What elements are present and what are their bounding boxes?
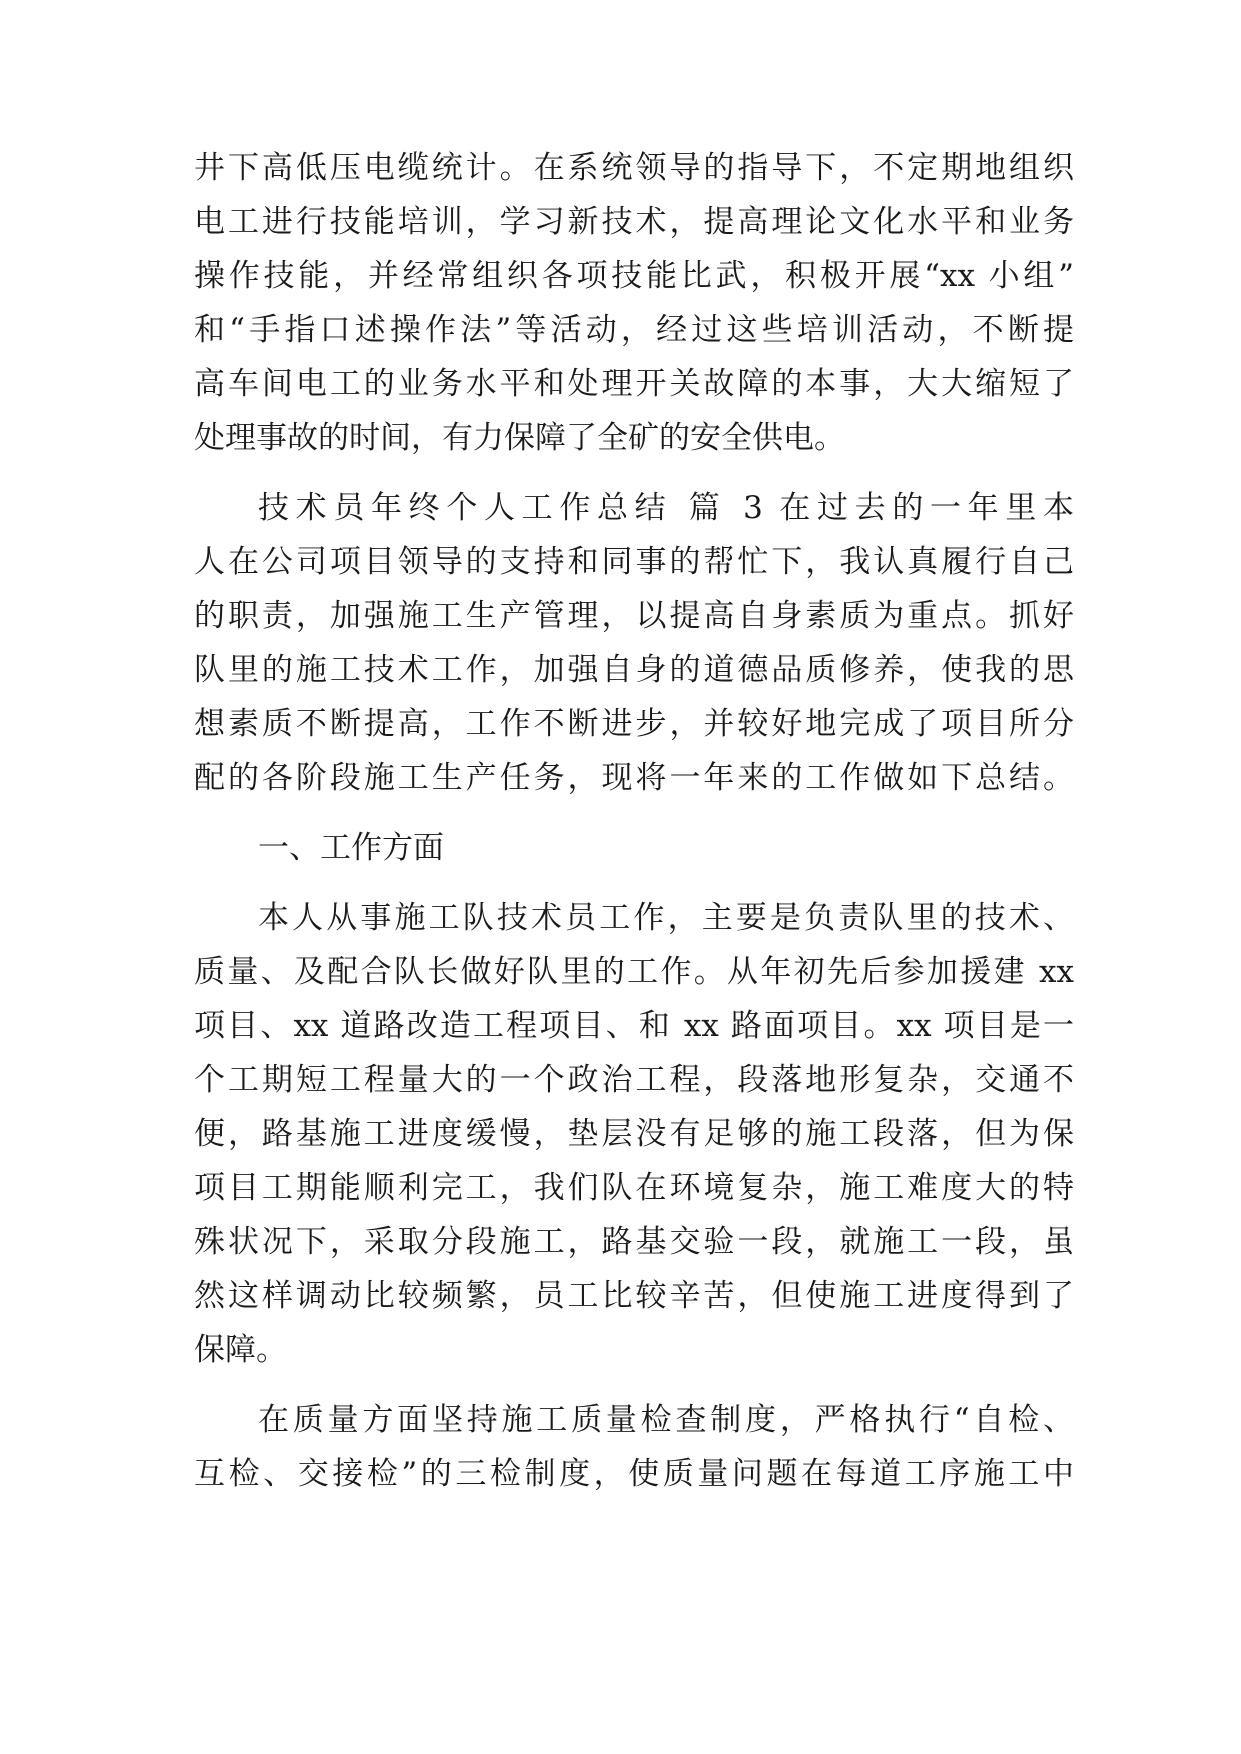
text-line: 电工进行技能培训，学习新技术，提高理论文化水平和业务 [194,204,1074,240]
text-line: 个工期短工程量大的一个政治工程，段落地形复杂，交通不 [194,1062,1074,1098]
text-line: 便，路基施工进度缓慢，垫层没有足够的施工段落，但为保 [194,1116,1074,1152]
text-line: 然这样调动比较频繁，员工比较辛苦，但使施工进度得到了 [194,1278,1074,1314]
text-line: 项目工期能顺利完工，我们队在环境复杂，施工难度大的特 [194,1170,1074,1206]
text-line: 在质量方面坚持施工质量检查制度，严格执行“自检、 [258,1402,1074,1438]
text-line: 项目、xx 道路改造工程项目、和 xx 路面项目。xx 项目是一 [194,1008,1074,1044]
text-line: 本人从事施工队技术员工作，主要是负责队里的技术、 [258,900,1074,936]
text-line: 人在公司项目领导的支持和同事的帮忙下，我认真履行自己 [194,544,1074,580]
subheading-line: 一、工作方面 [258,830,444,866]
text-line: 互检、交接检”的三检制度，使质量问题在每道工序施工中 [194,1456,1074,1492]
text-line: 队里的施工技术工作，加强自身的道德品质修养，使我的思 [194,652,1074,688]
text-line: 操作技能，并经常组织各项技能比武，积极开展“xx 小组” [194,258,1074,294]
section-heading-line: 技术员年终个人工作总结 篇 3 在过去的一年里本 [258,490,1074,526]
text-line: 保障。 [194,1332,287,1368]
text-line: 井下高低压电缆统计。在系统领导的指导下，不定期地组织 [194,150,1074,186]
text-line: 配的各阶段施工生产任务，现将一年来的工作做如下总结。 [194,760,1074,796]
text-line: 质量、及配合队长做好队里的工作。从年初先后参加援建 xx [194,954,1074,990]
text-line: 殊状况下，采取分段施工，路基交验一段，就施工一段，虽 [194,1224,1074,1260]
text-line: 想素质不断提高，工作不断进步，并较好地完成了项目所分 [194,706,1074,742]
text-line: 高车间电工的业务水平和处理开关故障的本事，大大缩短了 [194,366,1074,402]
text-line: 和“手指口述操作法”等活动，经过这些培训活动，不断提 [194,312,1074,348]
text-line: 的职责，加强施工生产管理，以提高自身素质为重点。抓好 [194,598,1074,634]
text-line: 处理事故的时间，有力保障了全矿的安全供电。 [194,420,845,456]
